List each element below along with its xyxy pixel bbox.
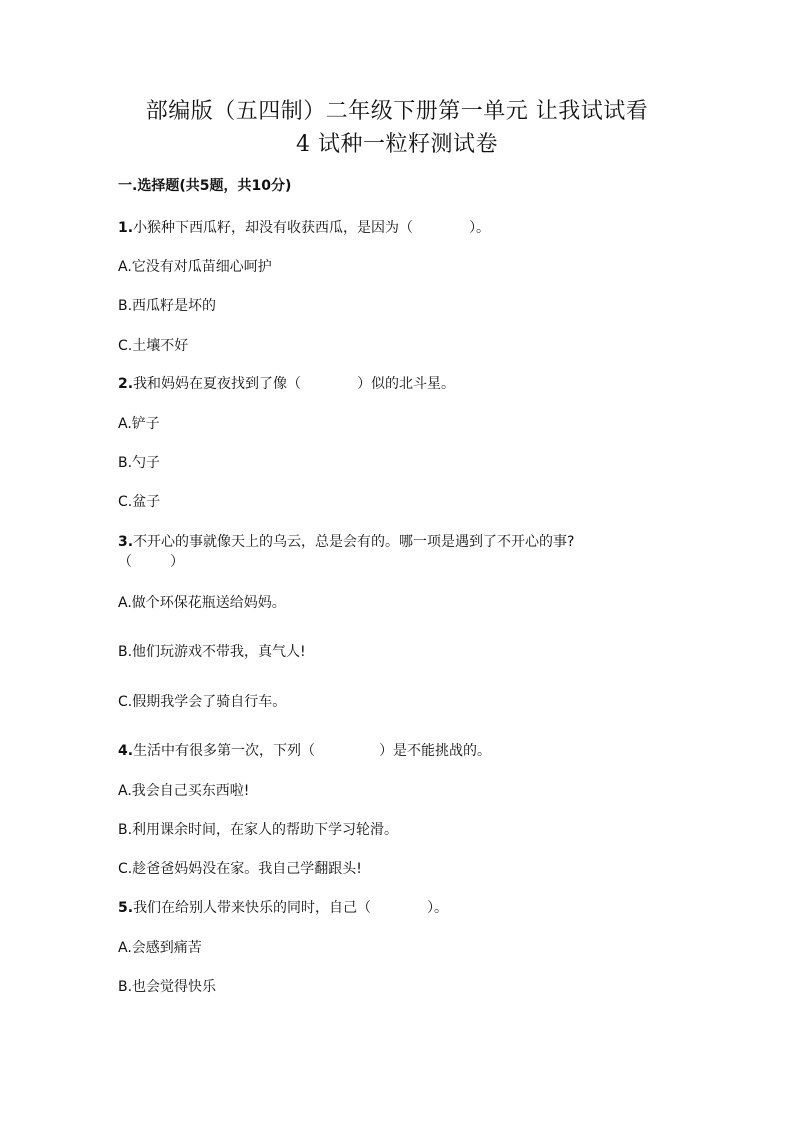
option-2a: A.铲子: [118, 416, 160, 432]
option-3c: C.假期我学会了骑自行车。: [118, 694, 287, 710]
question-number: 2.: [118, 376, 134, 392]
question-1-stem: [118, 218, 678, 238]
question-text-end: ）似的北斗星。: [357, 376, 456, 392]
question-text: 不开心的事就像天上的乌云，总是会有的。哪一项是遇到了不开心的事?: [133, 534, 575, 550]
option-5a: A.会感到痛苦: [118, 940, 202, 956]
option-3b: B.他们玩游戏不带我，真气人!: [118, 644, 306, 660]
question-text-end: ）。: [427, 900, 449, 916]
question-number: 1.: [118, 220, 134, 236]
paren-close: ）: [170, 554, 184, 570]
section-heading: 一.选择题(共5题，共10分): [118, 178, 292, 194]
option-4c: C.趁爸爸妈妈没在家。我自己学翻跟头!: [118, 861, 362, 877]
question-number: 5.: [118, 900, 134, 916]
question-number: 4.: [118, 743, 134, 759]
document-title-line-1: 部编版（五四制）二年级下册第一单元 让我试试看: [145, 99, 649, 124]
question-text: 我和妈妈在夏夜找到了像（: [133, 376, 302, 392]
option-5b: B.也会觉得快乐: [118, 979, 217, 995]
option-2b: B.勺子: [118, 455, 161, 471]
option-2c: C.盆子: [118, 494, 161, 510]
question-number: 3.: [118, 534, 134, 550]
option-4b: B.利用课余时间，在家人的帮助下学习轮滑。: [118, 822, 399, 838]
question-4-stem: [118, 741, 678, 761]
question-3-stem-line-2: [118, 552, 678, 572]
question-text: 小猴种下西瓜籽，却没有收获西瓜，是因为（: [133, 220, 414, 236]
question-5-stem: [118, 898, 678, 918]
question-text-end: ）是不能挑战的。: [379, 743, 492, 759]
option-3a: A.做个环保花瓶送给妈妈。: [118, 595, 286, 611]
option-1c: C.土壤不好: [118, 338, 189, 354]
paren-open: （: [118, 554, 132, 570]
document-title-line-2: 4 试种一粒籽测试卷: [296, 132, 498, 157]
question-text: 我们在给别人带来快乐的同时，自己（: [133, 900, 372, 916]
question-text: 生活中有很多第一次，下列（: [133, 743, 316, 759]
question-text-end: ）。: [469, 220, 491, 236]
question-3-stem: [118, 532, 678, 552]
option-1a: A.它没有对瓜苗细心呵护: [118, 259, 272, 275]
question-2-stem: [118, 374, 678, 394]
option-4a: A.我会自己买东西啦!: [118, 783, 250, 799]
option-1b: B.西瓜籽是坏的: [118, 298, 217, 314]
